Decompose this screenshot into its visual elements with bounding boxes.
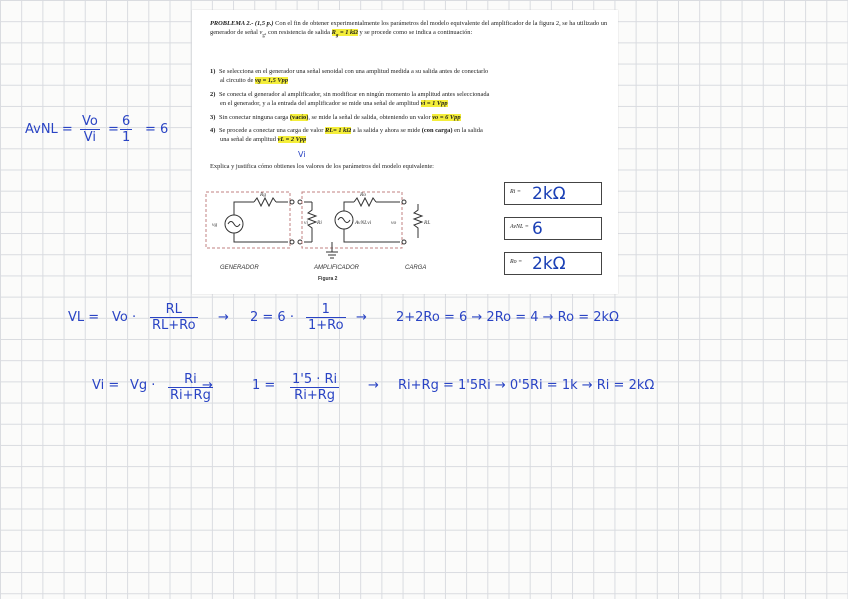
rg-resistor — [254, 198, 276, 206]
hw-l2-rest: Ri+Rg = 1'5Ri → 0'5Ri = 1k → Ri = 2kΩ — [398, 378, 655, 393]
step-2: 2) Se conecta el generador al amplificador, sin modificar en ningún momento la amplitud antes seleccionada en el generador, y a la entrada del amplificador se mide una señal de amplitud vi = 1 Vpp — [210, 91, 490, 107]
caption-load: CARGA — [405, 265, 427, 271]
step-4: 4) Se procede a conectar una carga de valor RL= 1 kΩ a la salida y ahora se mide (con carga) en la salida una señal de amplitud vL = 2 Vpp — [210, 127, 483, 143]
hw-l1-frac: $\frac{RL}{RL+Ro}$ — [152, 302, 196, 333]
hw-avnl-result: = 6 — [145, 122, 169, 137]
hw-l1-frac2: $\frac{1}{1+Ro}$ — [308, 302, 344, 333]
answer-ro: Ro = 2kΩ — [504, 252, 602, 275]
label-vi: vi — [304, 220, 308, 226]
problem-title: PROBLEMA 2.- (1,5 p.) — [210, 20, 274, 27]
problem-sheet — [192, 10, 618, 294]
label-rg: Rg — [260, 192, 267, 198]
label-ri: Ri — [317, 220, 322, 226]
hw-vi-note: Vi — [298, 150, 306, 159]
caption-amplifier: AMPLIFICADOR — [314, 265, 360, 271]
circuit-figure — [204, 186, 452, 266]
hw-avnl-frac1: $\frac{Vo}{Vi}$ — [82, 114, 98, 145]
caption-generator: GENERADOR — [220, 265, 259, 271]
label-vg: vg — [212, 222, 218, 228]
label-avnl: AvNLvi — [355, 220, 372, 226]
hw-l1-lhs: VL = — [68, 310, 100, 325]
step-3: 3) Sin conectar ninguna carga (vacío), se mide la señal de salida, obteniendo un valor vo = 6 Vpp — [210, 114, 461, 121]
problem-intro: PROBLEMA 2.- (1,5 p.) Con el fin de obtener experimentalmente los parámetros del modelo equivalente del amplificador de la figura 2, se ha utilizado un generador de señal $v_g$, con resistencia de salida $R_g = 1$ kΩ y se procede como se indica a continuación: — [210, 20, 608, 38]
figure-caption: Figura 2 — [318, 276, 338, 282]
rl-resistor — [414, 204, 422, 238]
ro-resistor — [354, 198, 376, 206]
label-vo: vo — [391, 220, 397, 226]
hw-l2-frac: $\frac{Ri}{Ri+Rg}$ — [170, 372, 211, 403]
label-ro: Ro — [360, 192, 367, 198]
generator-box — [206, 192, 290, 248]
hw-avnl-lhs: AvNL = — [25, 122, 73, 137]
step-1: 1) Se selecciona en el generador una señal senoidal con una amplitud medida a su salida antes de conectarlo al circuito de vg = 1,5 Vpp — [210, 68, 489, 84]
answer-avnl: AvNL = 6 — [504, 217, 602, 240]
label-rl: RL — [424, 220, 431, 226]
answer-ri: Ri = 2kΩ — [504, 182, 602, 205]
ri-resistor — [308, 202, 316, 242]
question: Explica y justifica cómo obtienes los valores de los parámetros del modelo equivalente: — [210, 163, 434, 170]
hw-avnl-frac2: $\frac{6}{1}$ — [122, 114, 131, 145]
ground-symbol — [326, 242, 338, 258]
hw-l1-rest: 2+2Ro = 6 → 2Ro = 4 → Ro = 2kΩ — [396, 310, 619, 325]
hw-l2-frac2: $\frac{1'5 \cdot Ri}{Ri+Rg}$ — [292, 372, 338, 403]
hw-l2-lhs: Vi = — [92, 378, 120, 393]
